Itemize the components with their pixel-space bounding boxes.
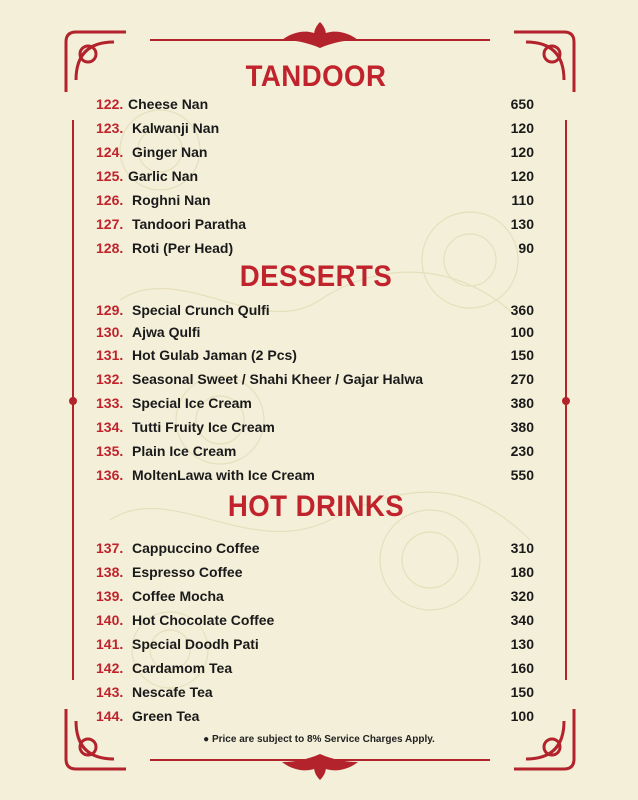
item-price: 160 bbox=[510, 660, 534, 676]
item-price: 230 bbox=[510, 443, 534, 459]
menu-item bbox=[96, 298, 536, 322]
menu-item bbox=[96, 367, 536, 391]
item-number: 123. bbox=[96, 120, 124, 136]
item-number: 142. bbox=[96, 660, 124, 676]
item-price: 320 bbox=[510, 588, 534, 604]
menu-item bbox=[96, 188, 536, 212]
item-price: 380 bbox=[510, 419, 534, 435]
item-name: Cardamom Tea bbox=[132, 660, 233, 676]
menu-item bbox=[96, 704, 536, 728]
item-name: Tandoori Paratha bbox=[132, 216, 247, 232]
item-name: Special Ice Cream bbox=[132, 395, 252, 411]
item-number: 143. bbox=[96, 684, 124, 700]
item-name: Special Doodh Pati bbox=[132, 636, 259, 652]
item-price: 130 bbox=[510, 216, 534, 232]
item-price: 270 bbox=[510, 371, 534, 387]
item-name: MoltenLawa with Ice Cream bbox=[132, 467, 315, 483]
menu-item bbox=[96, 536, 536, 560]
item-name: Garlic Nan bbox=[128, 168, 199, 184]
item-price: 120 bbox=[510, 144, 534, 160]
item-price: 100 bbox=[510, 708, 534, 724]
item-price: 380 bbox=[510, 395, 534, 411]
item-price: 110 bbox=[511, 192, 534, 208]
item-price: 150 bbox=[510, 684, 534, 700]
item-name: Hot Gulab Jaman (2 Pcs) bbox=[132, 347, 297, 363]
item-name: Cappuccino Coffee bbox=[132, 540, 260, 556]
section-title-desserts: DESSERTS bbox=[239, 260, 393, 293]
item-number: 137. bbox=[96, 540, 124, 556]
menu-item bbox=[96, 584, 536, 608]
service-charge-note: ● Price are subject to 8% Service Charges Apply. bbox=[203, 734, 435, 745]
item-name: Green Tea bbox=[132, 708, 200, 724]
menu-item bbox=[96, 343, 536, 367]
item-name: Cheese Nan bbox=[128, 96, 209, 112]
item-name: Seasonal Sweet / Shahi Kheer / Gajar Halwa bbox=[132, 371, 424, 387]
bottom-center-ornament bbox=[270, 744, 370, 784]
item-name: Ginger Nan bbox=[132, 144, 208, 160]
frame-left-dot bbox=[69, 397, 77, 405]
item-number: 144. bbox=[96, 708, 124, 724]
item-name: Nescafe Tea bbox=[132, 684, 213, 700]
top-right-corner-ornament bbox=[510, 28, 578, 96]
item-price: 100 bbox=[510, 324, 534, 340]
item-number: 125. bbox=[96, 168, 124, 184]
item-price: 150 bbox=[510, 347, 534, 363]
menu-item bbox=[96, 656, 536, 680]
menu-item bbox=[96, 608, 536, 632]
item-name: Tutti Fruity Ice Cream bbox=[132, 419, 275, 435]
menu-item bbox=[96, 560, 536, 584]
menu-item bbox=[96, 140, 536, 164]
item-price: 120 bbox=[510, 120, 534, 136]
item-number: 130. bbox=[96, 324, 124, 340]
item-number: 127. bbox=[96, 216, 124, 232]
item-price: 360 bbox=[510, 302, 534, 318]
menu-item bbox=[96, 320, 536, 344]
item-number: 141. bbox=[96, 636, 124, 652]
menu-item bbox=[96, 116, 536, 140]
item-name: Special Crunch Qulfi bbox=[132, 302, 270, 318]
menu-item bbox=[96, 92, 536, 116]
menu-item bbox=[96, 439, 536, 463]
menu-item bbox=[96, 164, 536, 188]
menu-item bbox=[96, 632, 536, 656]
item-number: 129. bbox=[96, 302, 124, 318]
item-number: 128. bbox=[96, 240, 124, 256]
frame-right-dot bbox=[562, 397, 570, 405]
menu-item bbox=[96, 680, 536, 704]
item-price: 90 bbox=[518, 240, 534, 256]
item-price: 180 bbox=[510, 564, 534, 580]
item-name: Roghni Nan bbox=[132, 192, 211, 208]
item-number: 138. bbox=[96, 564, 124, 580]
item-number: 134. bbox=[96, 419, 124, 435]
item-number: 140. bbox=[96, 612, 124, 628]
item-name: Espresso Coffee bbox=[132, 564, 243, 580]
item-price: 650 bbox=[510, 96, 534, 112]
item-number: 126. bbox=[96, 192, 124, 208]
item-number: 124. bbox=[96, 144, 124, 160]
item-number: 139. bbox=[96, 588, 124, 604]
item-name: Ajwa Qulfi bbox=[132, 324, 201, 340]
item-number: 122. bbox=[96, 96, 124, 112]
item-price: 550 bbox=[510, 467, 534, 483]
item-price: 130 bbox=[510, 636, 534, 652]
item-name: Coffee Mocha bbox=[132, 588, 224, 604]
item-name: Hot Chocolate Coffee bbox=[132, 612, 275, 628]
item-number: 133. bbox=[96, 395, 124, 411]
item-name: Kalwanji Nan bbox=[132, 120, 220, 136]
menu-item bbox=[96, 463, 536, 487]
section-title-hot-drinks: HOT DRINKS bbox=[227, 490, 405, 523]
menu-item bbox=[96, 212, 536, 236]
item-number: 131. bbox=[96, 347, 124, 363]
menu-item bbox=[96, 391, 536, 415]
item-number: 136. bbox=[96, 467, 124, 483]
item-price: 340 bbox=[510, 612, 534, 628]
item-name: Roti (Per Head) bbox=[132, 240, 234, 256]
item-price: 310 bbox=[510, 540, 534, 556]
top-center-ornament bbox=[270, 18, 370, 58]
item-number: 132. bbox=[96, 371, 124, 387]
section-title-tandoor: TANDOOR bbox=[245, 60, 387, 93]
item-name: Plain Ice Cream bbox=[132, 443, 237, 459]
item-price: 120 bbox=[510, 168, 534, 184]
menu-item bbox=[96, 236, 536, 260]
menu-item bbox=[96, 415, 536, 439]
item-number: 135. bbox=[96, 443, 124, 459]
